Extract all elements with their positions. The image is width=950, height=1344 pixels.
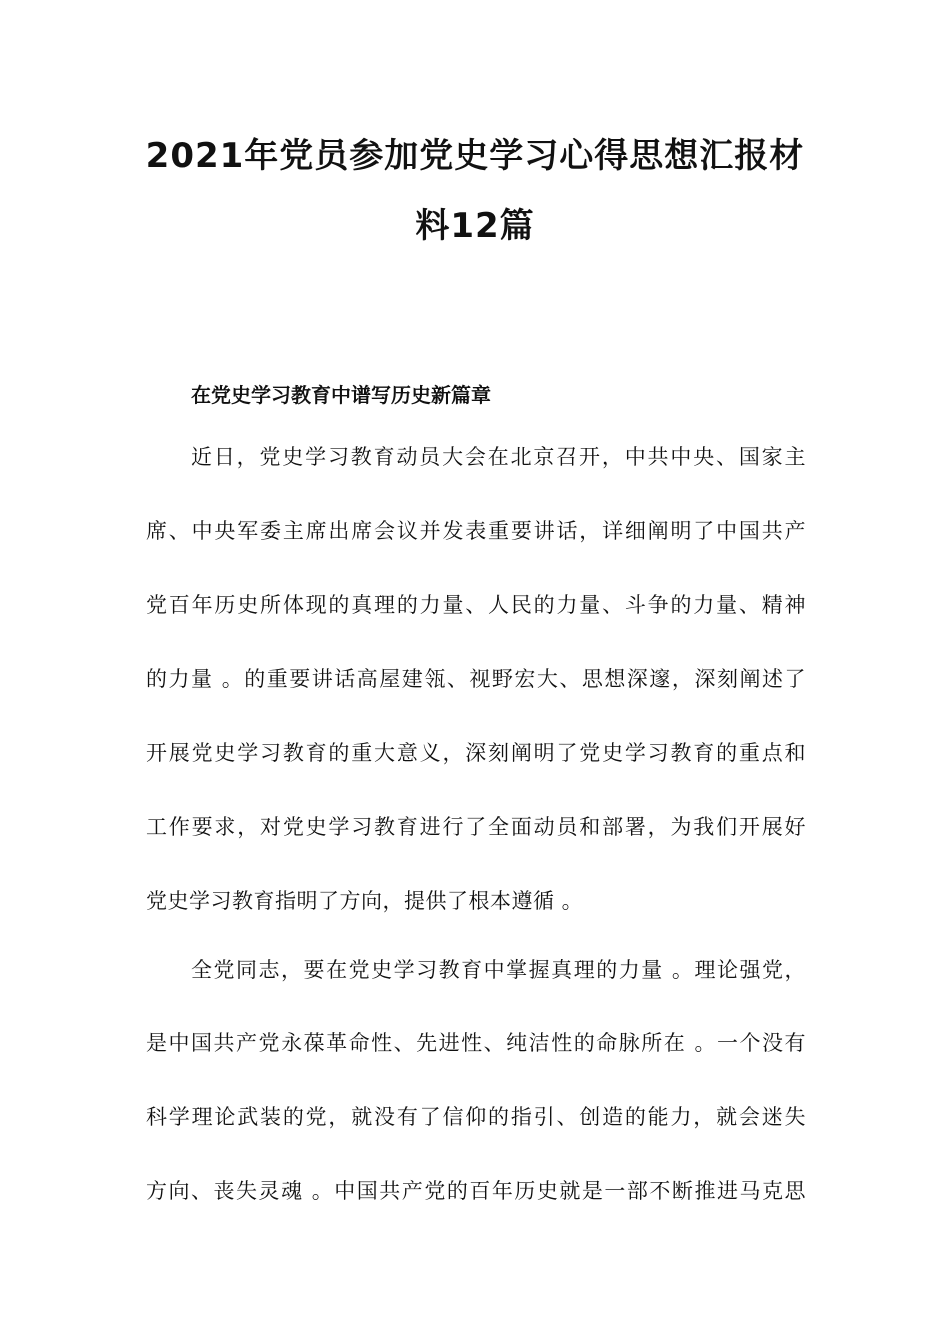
document-title-line-1: 2021年党员参加党史学习心得思想汇报材	[145, 136, 805, 176]
paragraph-1-line-6: 工作要求，对党史学习教育进行了全面动员和部署，为我们开展好	[146, 815, 806, 839]
paragraph-2-line-2: 是中国共产党永葆革命性、先进性、纯洁性的命脉所在 。一个没有	[146, 1031, 806, 1055]
document-title-line-2: 料12篇	[415, 206, 535, 246]
paragraph-1-line-7: 党史学习教育指明了方向，提供了根本遵循 。	[146, 889, 584, 913]
paragraph-1-line-2: 席、中央军委主席出席会议并发表重要讲话，详细阐明了中国共产	[146, 519, 806, 543]
paragraph-2-line-1: 全党同志，要在党史学习教育中掌握真理的力量 。理论强党，	[191, 958, 806, 982]
paragraph-1-line-3: 党百年历史所体现的真理的力量、人民的力量、斗争的力量、精神	[146, 593, 806, 617]
paragraph-1-line-4: 的力量 。的重要讲话高屋建瓴、视野宏大、思想深邃，深刻阐述了	[146, 667, 806, 691]
paragraph-1-line-1: 近日，党史学习教育动员大会在北京召开，中共中央、国家主	[191, 445, 806, 469]
section-heading: 在党史学习教育中谱写历史新篇章	[191, 383, 491, 407]
paragraph-2-line-4: 方向、丧失灵魂 。中国共产党的百年历史就是一部不断推进马克思	[146, 1179, 806, 1203]
paragraph-2-line-3: 科学理论武装的党，就没有了信仰的指引、创造的能力，就会迷失	[146, 1105, 806, 1129]
paragraph-1-line-5: 开展党史学习教育的重大意义，深刻阐明了党史学习教育的重点和	[146, 741, 806, 765]
